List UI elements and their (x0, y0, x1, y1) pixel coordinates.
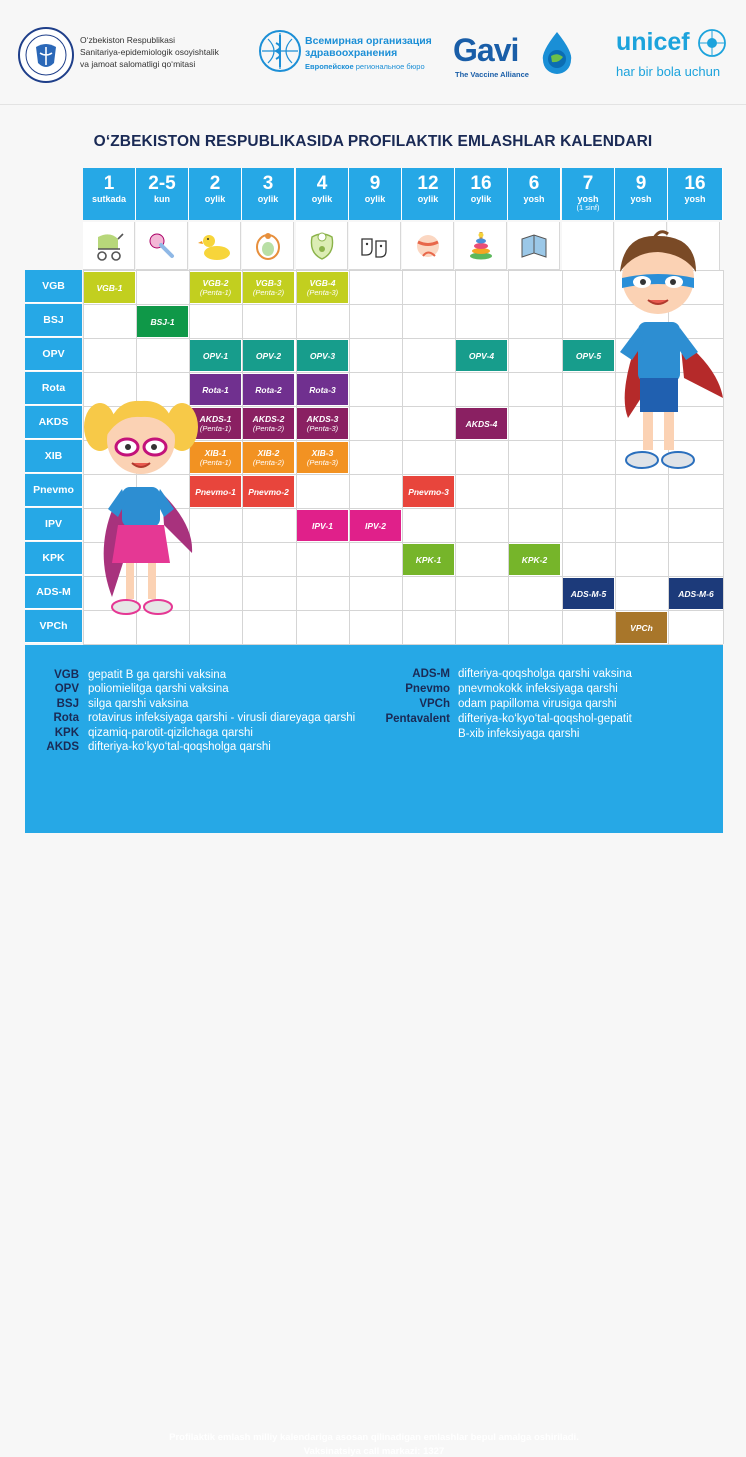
legend-desc: difteriya-qoqsholga qarshi vaksina (458, 668, 632, 680)
page-title: O‘ZBEKISTON RESPUBLIKASIDA PROFILAKTIK EMLASHLAR KALENDARI (93, 133, 653, 150)
vaccine-dose-label: VGB-4 (309, 277, 336, 288)
age-number: 2 (209, 173, 221, 194)
age-unit: oylik (311, 194, 333, 204)
row-label-vpch: VPCh (25, 610, 82, 643)
age-column-6 (349, 168, 402, 220)
vaccine-dose-label: Pnevmo-2 (248, 486, 289, 497)
bib-icon (296, 222, 348, 270)
grid-vline (349, 270, 350, 644)
vaccine-dose-label: OPV-2 (255, 350, 282, 361)
age-unit: sutkada (91, 194, 126, 204)
legend-desc: poliomielitga qarshi vaksina (88, 683, 229, 696)
row-label-akds: AKDS (25, 406, 82, 439)
legend-abbr: Rota (53, 712, 79, 725)
legend-abbr: OPV (54, 683, 79, 696)
vaccine-dose-label: OPV-3 (309, 350, 336, 361)
legend-desc: difteriya-ko‘kyo‘tal-qoqsholga qarshi (88, 741, 271, 753)
vaccine-cell-akds-4 (456, 408, 507, 439)
row-label-xib: XIB (25, 440, 82, 473)
vaccine-dose-label: AKDS-4 (465, 418, 498, 429)
age-column-5 (296, 168, 349, 220)
footer-note: Profilaktik emlash milliy kalendariga asosan qilinadigan emlashlar bepul amalga oshiriladi. (169, 1432, 579, 1443)
vaccine-cell-opv-4 (456, 340, 507, 371)
vaccine-cell-xib-2 (243, 442, 294, 473)
age-number: 2-5 (148, 173, 176, 194)
age-number: 6 (528, 173, 540, 194)
vaccine-dose-label: BSJ-1 (150, 316, 175, 327)
who-line-1: Всемирная организация (305, 35, 432, 47)
vaccine-cell-vpch (616, 612, 667, 643)
call-center: Vaksinatsiya call markazi: 1327 (303, 1446, 445, 1457)
vaccine-cell-ipv-2 (350, 510, 401, 541)
who-region (305, 62, 425, 71)
legend-abbr: Pnevmo (405, 683, 450, 695)
grid-vline (402, 270, 403, 644)
duck-icon (189, 222, 241, 270)
age-unit: oylik (364, 194, 386, 204)
rattle-icon (136, 222, 188, 270)
vaccine-dose-label: OPV-4 (468, 350, 495, 361)
girl-character-illustration (82, 385, 200, 630)
age-number: 7 (582, 173, 594, 194)
vaccine-cell-ipv-1 (297, 510, 348, 541)
vaccine-dose-label: IPV-2 (365, 520, 386, 531)
age-column-12 (668, 168, 723, 220)
grid-vline (455, 270, 456, 644)
vaccine-cell-pnevmo-2 (243, 476, 294, 507)
vaccine-dose-label: Rota-3 (309, 384, 336, 395)
pacifier-icon (242, 222, 294, 270)
vaccine-dose-label: AKDS-2 (252, 413, 285, 424)
grid-vline (508, 270, 509, 644)
age-unit: oylik (470, 194, 492, 204)
legend-panel (25, 645, 723, 1457)
age-unit: yosh (577, 194, 599, 204)
age-number: 16 (684, 173, 706, 194)
boy-character-illustration (598, 228, 723, 486)
unicef-emblem-icon (697, 28, 727, 58)
vaccine-cell-ads-m-6 (669, 578, 723, 609)
who-emblem-icon (258, 29, 302, 73)
vaccine-dose-label: IPV-1 (312, 520, 333, 531)
vaccine-dose-label: OPV-5 (575, 350, 602, 361)
age-unit: yosh (523, 194, 545, 204)
vaccine-dose-label: Pnevmo-3 (408, 486, 449, 497)
age-unit: kun (153, 194, 170, 204)
ministry-seal-icon (18, 27, 74, 83)
vaccine-cell-vgb-4 (297, 272, 348, 303)
age-column-11 (615, 168, 668, 220)
vaccine-dose-label: VGB-3 (255, 277, 282, 288)
age-column-9 (508, 168, 561, 220)
age-unit: yosh (684, 194, 706, 204)
vaccine-dose-label: KPK-1 (415, 554, 442, 565)
row-label-bsj: BSJ (25, 304, 82, 337)
vaccine-dose-label: XIB-1 (204, 447, 227, 458)
vaccine-cell-bsj-1 (137, 306, 188, 337)
vaccine-dose-label: AKDS-1 (199, 413, 232, 424)
vaccine-cell-opv-1 (190, 340, 241, 371)
vaccine-cell-xib-3 (297, 442, 348, 473)
age-column-10 (562, 168, 615, 220)
vaccine-dose-label: VGB-1 (96, 282, 123, 293)
legend-desc: difteriya-ko‘kyo‘tal-qoqshol-gepatit (458, 713, 632, 725)
vaccine-dose-sub: (Penta-1) (199, 457, 232, 467)
ministry-line-1: O‘zbekiston Respublikasi (80, 35, 175, 45)
age-number: 3 (262, 173, 274, 194)
age-unit: yosh (630, 194, 652, 204)
stroller-icon (83, 222, 135, 270)
vaccine-cell-opv-3 (297, 340, 348, 371)
book-icon (508, 222, 560, 270)
vaccine-dose-sub: (Penta-3) (306, 457, 339, 467)
age-number: 1 (103, 173, 115, 194)
row-label-rota: Rota (25, 372, 82, 405)
legend-abbr: AKDS (46, 741, 79, 753)
vaccine-cell-akds-3 (297, 408, 348, 439)
vaccine-cell-rota-3 (297, 374, 348, 405)
vaccine-dose-label: ADS-M-5 (570, 588, 607, 599)
row-label-opv: OPV (25, 338, 82, 371)
vaccine-dose-sub: (Penta-3) (306, 287, 339, 297)
gavi-logo: Gavi (453, 32, 519, 68)
age-number: 9 (635, 173, 647, 194)
vaccine-dose-label: ADS-M-6 (678, 588, 714, 599)
vaccine-cell-kpk-2 (509, 544, 560, 575)
legend-desc: B-xib infeksiyaga qarshi (458, 728, 580, 740)
vaccine-dose-sub: (Penta-3) (306, 423, 339, 433)
legend-abbr: KPK (54, 726, 79, 739)
vaccine-dose-label: XIB-3 (311, 447, 334, 458)
vaccine-dose-label: KPK-2 (521, 554, 548, 565)
legend-abbr: VPCh (419, 698, 450, 710)
vaccine-dose-sub: (Penta-2) (252, 287, 285, 297)
logo-bar (0, 0, 746, 100)
legend-desc: gepatit B ga qarshi vaksina (88, 669, 227, 681)
age-unit: oylik (257, 194, 279, 204)
vaccine-dose-label: VGB-2 (202, 277, 229, 288)
age-note: (1 sinf) (576, 203, 600, 212)
legend-abbr: BSJ (56, 697, 79, 710)
ball-icon (402, 222, 454, 270)
age-column-1 (83, 168, 136, 220)
vaccine-dose-sub: (Penta-1) (199, 423, 232, 433)
age-column-8 (455, 168, 508, 220)
vaccine-dose-label: Pnevmo-1 (195, 486, 236, 497)
ring-stacker-icon (455, 222, 507, 270)
age-number: 16 (470, 173, 492, 194)
legend-desc: pnevmokokk infeksiyaga qarshi (458, 683, 618, 695)
row-label-kpk: KPK (25, 542, 82, 575)
unicef-tagline: har bir bola uchun (616, 64, 721, 79)
age-column-7 (402, 168, 455, 220)
who-line-2: здравоохранения (305, 47, 398, 59)
vaccine-dose-sub: (Penta-2) (252, 423, 285, 433)
vaccine-cell-rota-2 (243, 374, 294, 405)
age-number: 12 (417, 173, 439, 194)
booties-icon (349, 222, 401, 270)
legend-abbr: Pentavalent (385, 713, 450, 725)
vaccine-dose-label: Rota-1 (202, 384, 229, 395)
legend-desc: rotavirus infeksiyaga qarshi - virusli diareyaga qarshi (88, 712, 356, 725)
vaccine-dose-sub: (Penta-2) (252, 457, 285, 467)
legend-desc: qizamiq-parotit-qizilchaga qarshi (88, 726, 253, 739)
legend-desc: odam papilloma virusiga qarshi (458, 698, 617, 710)
age-unit: oylik (417, 194, 439, 204)
legend-desc: silga qarshi vaksina (88, 697, 189, 710)
who-region-b: региональное бюро (355, 62, 425, 71)
age-column-3 (189, 168, 242, 220)
vaccine-dose-label: XIB-2 (257, 447, 280, 458)
legend-abbr: ADS-M (412, 668, 450, 680)
ministry-line-3: va jamoat salomatligi qo‘mitasi (80, 59, 196, 69)
vaccine-dose-label: VPCh (630, 622, 653, 633)
age-number: 9 (369, 173, 381, 194)
row-label-ipv: IPV (25, 508, 82, 541)
gavi-drop-icon (537, 30, 577, 74)
vaccine-cell-akds-2 (243, 408, 294, 439)
gavi-subtitle: The Vaccine Alliance (455, 70, 529, 79)
vaccine-cell-opv-2 (243, 340, 294, 371)
age-column-4 (242, 168, 295, 220)
grid-vline (723, 270, 724, 644)
row-label-pnevmo: Pnevmo (25, 474, 82, 507)
header-divider (0, 104, 746, 105)
vaccine-cell-ads-m-5 (563, 578, 614, 609)
row-label-vgb: VGB (25, 270, 82, 303)
vaccine-cell-vgb-2 (190, 272, 241, 303)
vaccine-dose-sub: (Penta-1) (199, 287, 232, 297)
age-column-2 (136, 168, 189, 220)
age-unit: oylik (204, 194, 226, 204)
vaccine-dose-label: Rota-2 (255, 384, 282, 395)
unicef-logo: unicef (616, 28, 690, 56)
vaccine-dose-label: AKDS-3 (306, 413, 339, 424)
vaccine-cell-vgb-1 (84, 272, 135, 303)
row-label-ads-m: ADS-M (25, 576, 82, 609)
vaccine-cell-pnevmo-3 (403, 476, 454, 507)
vaccine-cell-vgb-3 (243, 272, 294, 303)
ministry-line-2: Sanitariya-epidemiologik osoyishtalik (80, 47, 219, 57)
vaccine-cell-kpk-1 (403, 544, 454, 575)
who-region-a: Европейское (305, 62, 354, 71)
vaccine-dose-label: OPV-1 (202, 350, 229, 361)
age-number: 4 (316, 173, 328, 194)
legend-abbr: VGB (54, 669, 79, 681)
